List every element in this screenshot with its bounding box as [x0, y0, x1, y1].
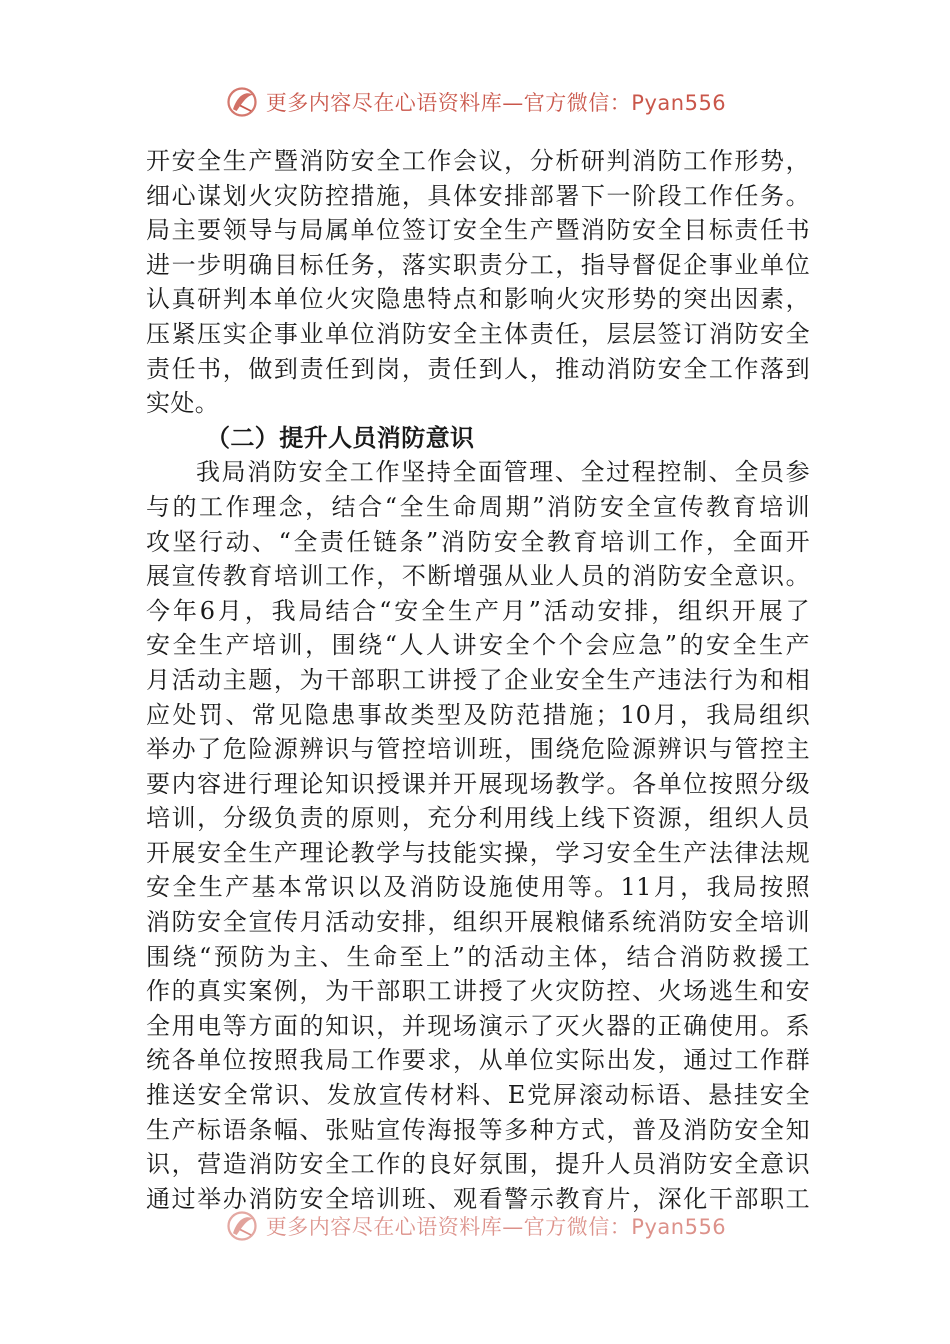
- brush-stroke-logo-icon: [224, 1208, 260, 1244]
- paragraph-line: 展宣传教育培训工作，不断增强从业人员的消防安全意识。: [146, 562, 810, 591]
- paragraph-line: 今年6月，我局结合“安全生产月”活动安排，组织开展了: [146, 596, 810, 625]
- section-heading: （二）提升人员消防意识: [206, 422, 475, 452]
- paragraph-line: 开安全生产暨消防安全工作会议，分析研判消防工作形势，: [146, 147, 810, 175]
- paragraph-line: 开展安全生产理论教学与技能实操，学习安全生产法律法规: [146, 838, 810, 867]
- paragraph-line: 消防安全宣传月活动安排，组织开展粮储系统消防安全培训: [146, 908, 810, 937]
- paragraph-line: 安全生产培训，围绕“人人讲安全个个会应急”的安全生产: [146, 631, 810, 660]
- paragraph-line: 月活动主题，为干部职工讲授了企业安全生产违法行为和相: [146, 665, 810, 694]
- paragraph-line: 局主要领导与局属单位签订安全生产暨消防安全目标责任书: [146, 216, 810, 245]
- paragraph-line: 通过举办消防安全培训班、观看警示教育片，深化干部职工: [146, 1184, 810, 1213]
- paragraph-line: 细心谋划火灾防控措施，具体安排部署下一阶段工作任务。: [146, 181, 810, 210]
- paragraph-line: 推送安全常识、发放宣传材料、E党屏滚动标语、悬挂安全: [146, 1081, 810, 1110]
- watermark-bottom: [0, 1206, 950, 1246]
- document-body: [146, 144, 810, 1216]
- watermark-text: 更多内容尽在心语资料库—官方微信：Pyan556: [265, 91, 727, 115]
- paragraph-line: 要内容进行理论知识授课并开展现场教学。各单位按照分级: [146, 769, 810, 798]
- watermark-top: [0, 82, 950, 122]
- paragraph-line: 举办了危险源辨识与管控培训班，围绕危险源辨识与管控主: [146, 735, 810, 764]
- watermark-text: 更多内容尽在心语资料库—官方微信：Pyan556: [265, 1215, 727, 1239]
- paragraph-line: 培训，分级负责的原则，充分利用线上线下资源，组织人员: [146, 804, 810, 833]
- paragraph-line: 作的真实案例，为干部职工讲授了火灾防控、火场逃生和安: [146, 977, 810, 1006]
- paragraph-line: 压紧压实企事业单位消防安全主体责任，层层签订消防安全: [146, 319, 810, 348]
- paragraph-line: 识，营造消防安全工作的良好氛围，提升人员消防安全意识: [146, 1150, 810, 1179]
- brush-stroke-logo-icon: [224, 84, 260, 120]
- paragraph-line: 安全生产基本常识以及消防设施使用等。11月，我局按照: [146, 873, 810, 902]
- paragraph-line: 围绕“预防为主、生命至上”的活动主体，结合消防救援工: [146, 942, 810, 971]
- paragraph-line: 责任书，做到责任到岗，责任到人，推动消防安全工作落到: [146, 354, 810, 383]
- paragraph-line: 实处。: [146, 389, 220, 418]
- paragraph-line: 认真研判本单位火灾隐患特点和影响火灾形势的突出因素，: [146, 285, 810, 314]
- paragraph-line: 全用电等方面的知识，并现场演示了灭火器的正确使用。系: [146, 1011, 810, 1040]
- paragraph-line: 应处罚、常见隐患事故类型及防范措施；10月，我局组织: [146, 700, 810, 729]
- paragraph-line: 我局消防安全工作坚持全面管理、全过程控制、全员参: [196, 458, 810, 487]
- paragraph-line: 统各单位按照我局工作要求，从单位实际出发，通过工作群: [146, 1046, 810, 1075]
- paragraph-line: 攻坚行动、“全责任链条”消防安全教育培训工作，全面开: [146, 527, 810, 556]
- paragraph-line: 进一步明确目标任务，落实职责分工，指导督促企事业单位: [146, 250, 810, 279]
- paragraph-line: 生产标语条幅、张贴宣传海报等多种方式，普及消防安全知: [146, 1115, 810, 1144]
- paragraph-line: 与的工作理念，结合“全生命周期”消防安全宣传教育培训: [146, 492, 810, 521]
